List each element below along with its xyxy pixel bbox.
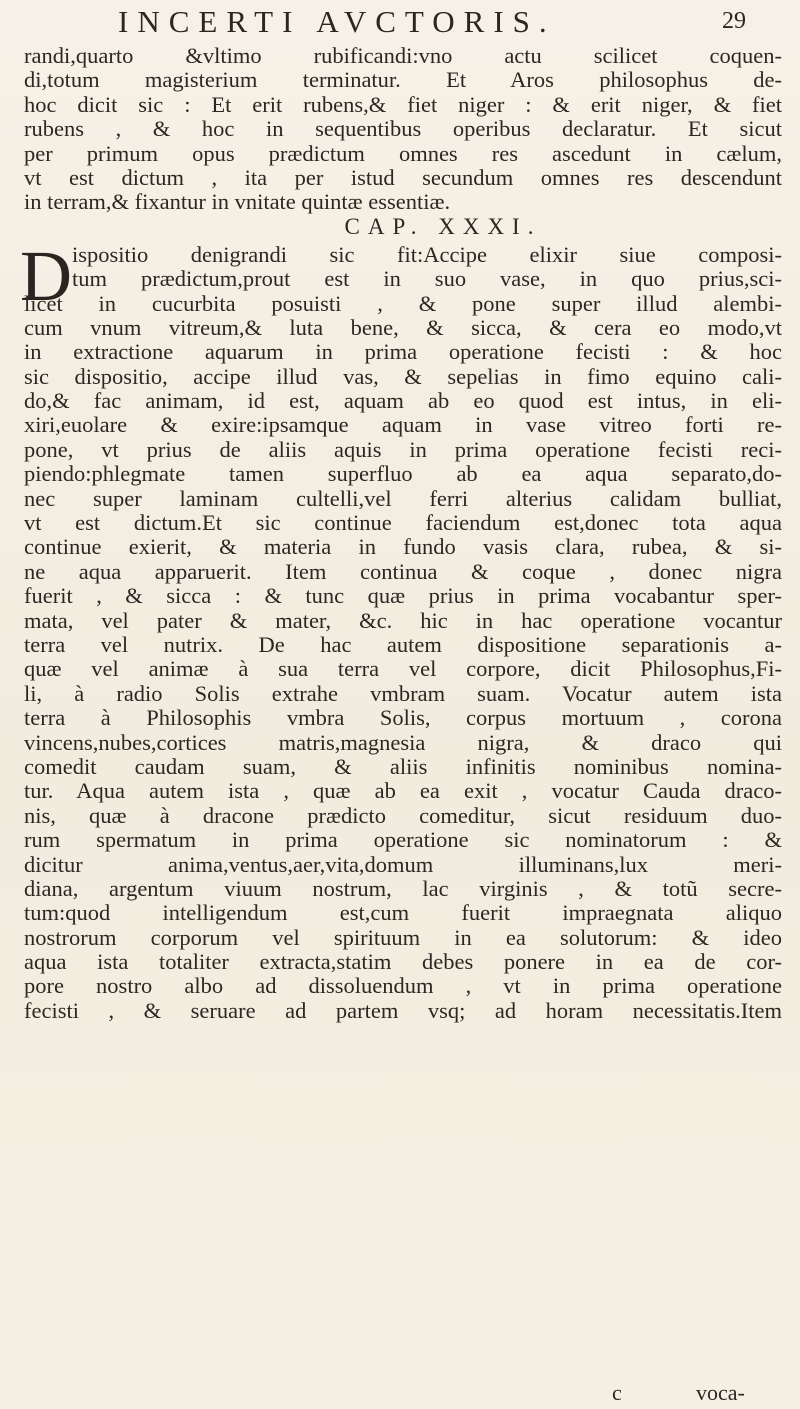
text-line: rubens , & hoc in sequentibus operibus declaratur. Et sicut: [24, 117, 782, 142]
text-line: rum spermatum in prima operatione sic nominatorum : &: [24, 828, 782, 853]
catchword: voca-: [696, 1380, 745, 1405]
text-line: vincens,nubes,cortices matris,magnesia nigra, & draco qui: [24, 730, 782, 755]
text-line: mata, vel pater & mater, &c. hic in hac operatione vocantur: [24, 608, 782, 633]
text-line: cum vnum vitreum,& luta bene, & sicca, & cera eo modo,vt: [24, 315, 782, 340]
text-line: li, à radio Solis extrahe vmbram suam. Vocatur autem ista: [24, 681, 782, 706]
text-line: di,totum magisterium terminatur. Et Aros philosophus de-: [24, 68, 782, 93]
text-line: randi,quarto &vltimo rubificandi:vno actu scilicet coquen-: [24, 44, 782, 68]
text-line: per primum opus prædictum omnes res ascedunt in cælum,: [24, 141, 782, 166]
signature-mark: c: [612, 1380, 622, 1405]
text-line: nis, quæ à dracone prædicto comeditur, sicut residuum duo-: [24, 803, 782, 828]
text-line: diana, argentum viuum nostrum, lac virginis , & totũ secre-: [24, 876, 782, 901]
text-line: dicitur anima,ventus,aer,vita,domum illuminans,lux meri-: [24, 852, 782, 877]
text-line: in terram,& fixantur in vnitate quintæ essentiæ.: [24, 190, 451, 215]
text-line: terra à Philosophis vmbra Solis, corpus mortuum , corona: [24, 706, 782, 731]
text-line: vt est dictum.Et sic continue faciendum est,donec tota aqua: [24, 511, 782, 536]
text-line: hoc dicit sic : Et erit rubens,& fiet niger : & erit niger, & fiet: [24, 92, 782, 117]
drop-cap-initial: D: [20, 235, 72, 316]
text-line: tum prædictum,prout est in suo vase, in quo prius,sci-: [72, 267, 782, 292]
text-line: pone, vt prius de aliis aquis in prima operatione fecisti reci-: [24, 437, 782, 462]
page-footer: [612, 1380, 772, 1406]
text-line: do,& fac animam, id est, aquam ab eo quod est intus, in eli-: [24, 389, 782, 414]
text-line: quæ vel animæ à sua terra vel corpore, dicit Philosophus,Fi-: [24, 657, 782, 682]
text-line: continue exierit, & materia in fundo vasis clara, rubea, & si-: [24, 535, 782, 560]
text-line: fecisti , & seruare ad partem vsq; ad horam necessitatis.Item: [24, 998, 782, 1023]
text-line: ne aqua apparuerit. Item continua & coque , donec nigra: [24, 559, 782, 584]
text-line: tum:quod intelligendum est,cum fuerit impraegnata aliquo: [24, 901, 782, 926]
text-line: aqua ista totaliter extracta,statim debes ponere in ea de cor-: [24, 950, 782, 975]
text-line: licet in cucurbita posuisti , & pone super illud alembi-: [24, 291, 782, 316]
body-text: [20, 44, 782, 1023]
text-line: nec super laminam cultelli,vel ferri alterius calidam bulliat,: [24, 486, 782, 511]
text-line: tur. Aqua autem ista , quæ ab ea exit , vocatur Cauda draco-: [24, 779, 782, 804]
text-line: ispositio denigrandi sic fit:Accipe elixir siue composi-: [72, 242, 782, 267]
running-head: [0, 4, 800, 40]
text-line: pore nostro albo ad dissoluendum , vt in prima operatione: [24, 974, 782, 999]
chapter-heading: CAP. XXXI.: [344, 213, 542, 239]
text-line: piendo:phlegmate tamen superfluo ab ea aqua separato,do-: [24, 462, 782, 487]
text-line: comedit caudam suam, & aliis infinitis nominibus nomina-: [24, 754, 782, 779]
text-line: fuerit , & sicca : & tunc quæ prius in prima vocabantur sper-: [24, 584, 782, 609]
running-title: INCERTI AVCTORIS.: [118, 4, 556, 39]
page-number: 29: [722, 8, 746, 34]
text-line: terra vel nutrix. De hac autem dispositione separationis a-: [24, 632, 782, 657]
text-line: in extractione aquarum in prima operatione fecisti : & hoc: [24, 340, 782, 365]
text-line: nostrorum corporum vel spirituum in ea solutorum: & ideo: [24, 925, 782, 950]
text-line: xiri,euolare & exire:ipsamque aquam in vase vitreo forti re-: [24, 413, 782, 438]
text-line: sic dispositio, accipe illud vas, & sepelias in fimo equino cali-: [24, 364, 782, 389]
text-line: vt est dictum , ita per istud secundum omnes res descendunt: [24, 165, 782, 190]
